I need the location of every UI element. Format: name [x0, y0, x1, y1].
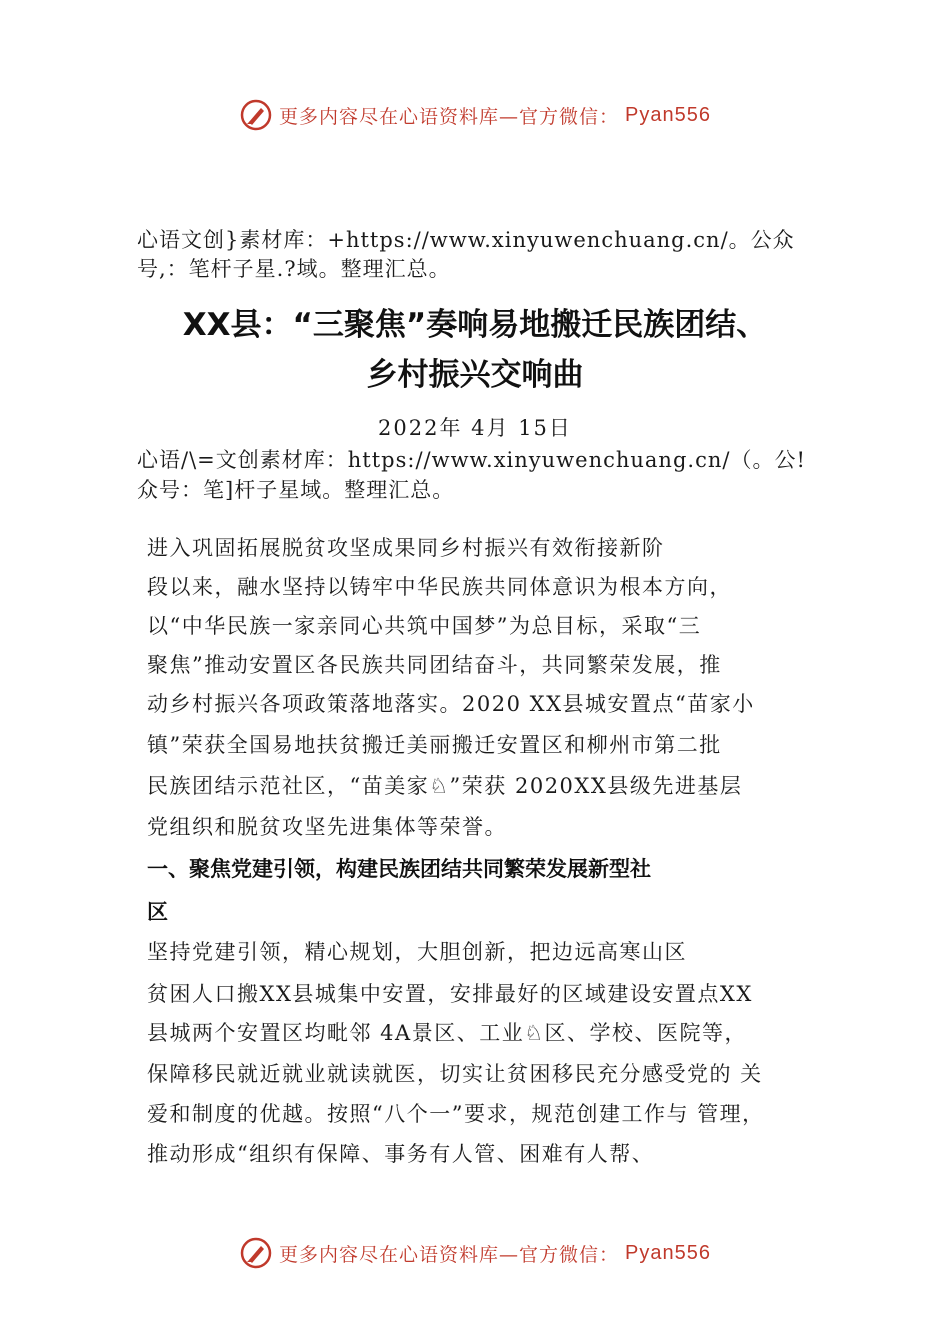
page-title-line: 乡村振兴交响曲 — [366, 357, 584, 393]
paragraph-line: 爱和制度的优越。按照“八个一”要求，规范创建工作与 管理， — [147, 1102, 765, 1126]
paragraph-line: 贫困人口搬XX县城集中安置，安排最好的区域建设安置点XX — [147, 982, 753, 1006]
banner-wechat-id: Pyan556 — [625, 103, 711, 126]
banner-text: 更多内容尽在心语资料库—官方微信： — [279, 1243, 620, 1266]
source-note-line: 心语/\=文创素材库：https://www.xinyuwenchuang.cn/（。公! — [137, 448, 806, 472]
header-note-line: 号,：笔杆子星.?域。整理汇总。 — [137, 257, 451, 281]
source-note-line: 众号：笔]杆子星域。整理汇总。 — [137, 478, 455, 502]
paragraph-line: 保障移民就近就业就读就医，切实让贫困移民充分感受党的 关 — [147, 1062, 763, 1086]
paragraph-line: 镇”荣获全国易地扶贫搬迁美丽搬迁安置区和柳州市第二批 — [147, 733, 722, 757]
section-heading: 一、聚焦党建引领，构建民族团结共同繁荣发展新型社 — [147, 857, 651, 881]
page-title-line: XX县：“三聚焦”奏响易地搬迁民族团结、 — [182, 307, 768, 343]
pen-logo-icon — [239, 98, 273, 132]
header-note-line: 心语文创}素材库：+https://www.xinyuwenchuang.cn/。公众 — [137, 228, 795, 252]
paragraph-line: 进入巩固拓展脱贫攻坚成果同乡村振兴有效衔接新阶 — [147, 536, 665, 560]
paragraph-line: 县城两个安置区均毗邻 4A景区、工业♘区、学校、医院等， — [147, 1021, 748, 1045]
paragraph-line: 以“中华民族一家亲同心共筑中国梦”为总目标，采取“三 — [147, 614, 702, 638]
footer-banner — [0, 1233, 950, 1273]
paragraph-line: 聚焦”推动安置区各民族共同团结奋斗，共同繁荣发展，推 — [147, 653, 722, 677]
banner-wechat-id: Pyan556 — [625, 1241, 711, 1264]
paragraph-line: 动乡村振兴各项政策落地落实。2020 XX县城安置点“苗家小 — [147, 692, 755, 716]
paragraph-line: 党组织和脱贫攻坚先进集体等荣誉。 — [147, 815, 507, 839]
paragraph-line: 推动形成“组织有保障、事务有人管、困难有人帮、 — [147, 1142, 655, 1166]
publish-date: 2022年 4月 15日 — [378, 416, 572, 440]
paragraph-line: 段以来，融水坚持以铸牢中华民族共同体意识为根本方向， — [147, 575, 732, 599]
section-heading: 区 — [147, 900, 168, 924]
header-banner — [0, 95, 950, 135]
pen-logo-icon — [239, 1236, 273, 1270]
banner-text: 更多内容尽在心语资料库—官方微信： — [279, 105, 620, 128]
paragraph-line: 坚持党建引领，精心规划，大胆创新，把边远高寒山区 — [147, 940, 687, 964]
paragraph-line: 民族团结示范社区，“苗美家♘”荣获 2020XX县级先进基层 — [147, 774, 743, 798]
